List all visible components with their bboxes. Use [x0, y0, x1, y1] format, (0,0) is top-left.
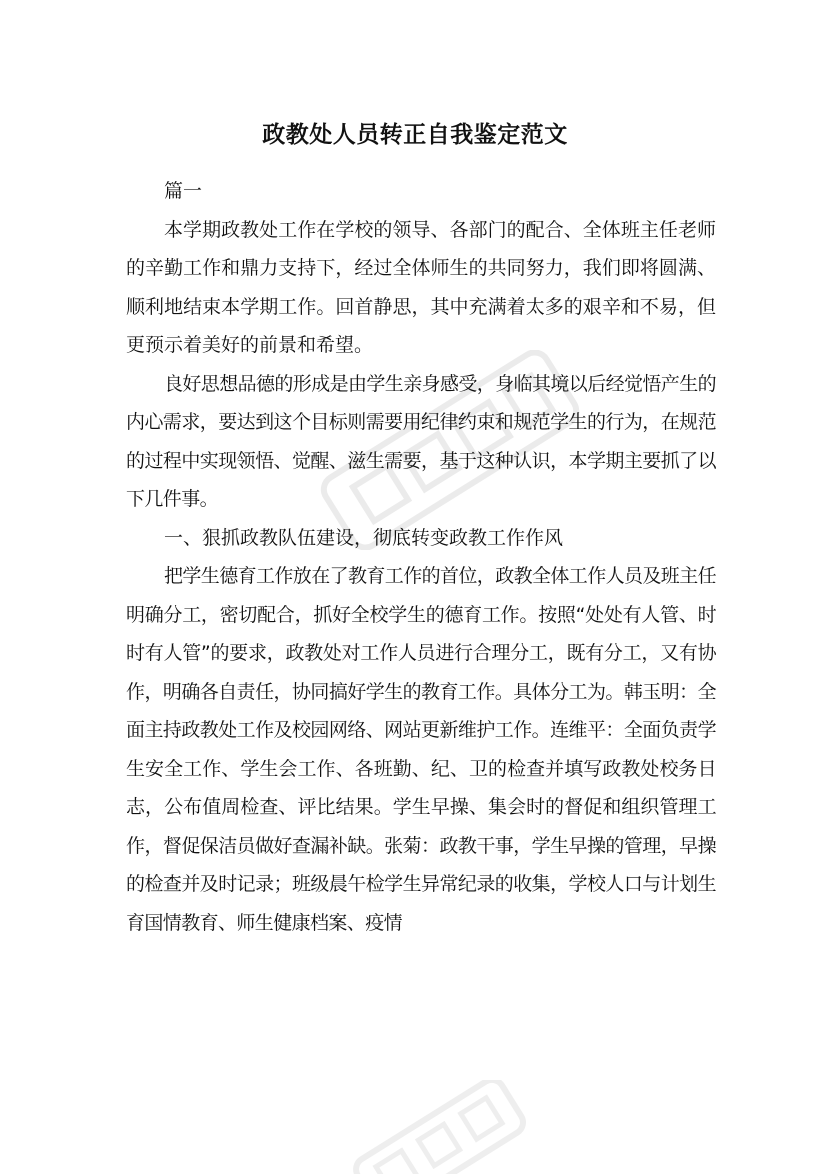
watermark-graphic-bottom — [330, 1080, 530, 1174]
paragraph-division-of-work: 把学生德育工作放在了教育工作的首位，政教全体工作人员及班主任明确分工，密切配合，抓好全校学生的德育工作。按照“处处有人管、时时有人管”的要求，政教处对工作人员进行合理分工，既有分工，又有协作，明确各自责任，协同搞好学生的教育工作。具体分工为。韩玉明：全面主持政教处工作及校园网络、网站更新维护工作。连维平：全面负责学生安全工作、学生会工作、各班勤、纪、卫的检查并填写政教处校务日志，公布值周检查、评比结果。学生早操、集会时的督促和组织管理工作，督促保洁员做好查漏补缺。张菊：政教干事，学生早操的管理，早操的检查并及时记录；班级晨午检学生异常纪录的收集，学校人口与计划生育国情教育、师生健康档案、疫情 — [126, 565, 717, 934]
paragraph-intro: 本学期政教处工作在学校的领导、各部门的配合、全体班主任老师的辛勤工作和鼎力支持下，经过全体师生的共同努力，我们即将圆满、顺利地结束本学期工作。回首静思，其中充满着太多的艰辛和不易，但更预示着美好的前景和希望。 — [126, 218, 716, 356]
paragraph-moral-education: 良好思想品德的形成是由学生亲身感受，身临其境以后经觉悟产生的内心需求，要达到这个目标则需要用纪律约束和规范学生的行为，在规范的过程中实现领悟、觉醒、滋生需要，基于这种认识，本学期主要抓了以下几件事。 — [126, 372, 717, 510]
document-body — [126, 172, 716, 942]
section-heading-team-building: 一、狠抓政教队伍建设，彻底转变政教工作作风 — [164, 526, 564, 549]
document-title: 政教处人员转正自我鉴定范文 — [262, 122, 568, 148]
section-label: 篇一 — [164, 180, 203, 202]
